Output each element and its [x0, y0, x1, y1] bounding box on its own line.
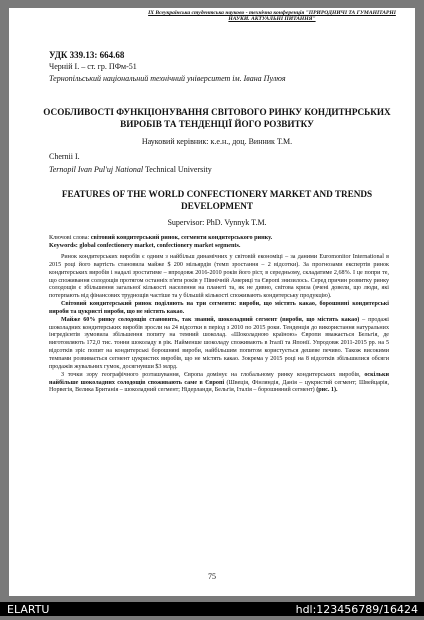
institution-en-rest: Technical University	[143, 165, 212, 174]
repository-footer	[0, 602, 424, 616]
page-number: 75	[208, 572, 216, 581]
keywords-ua-text: світовий кондитерський ринок, сегменти кондитерського ринку.	[90, 234, 273, 241]
keywords-en-label: Keywords:	[49, 242, 80, 249]
author-ua: Черній І. – ст. гр. ПФм-51	[49, 62, 137, 71]
keywords-en-text: global confectionery market, confectionery market segments.	[79, 242, 241, 249]
institution-ua: Тернопільський національний технічний університет ім. Івана Пулюя	[49, 74, 286, 83]
keywords-en	[49, 242, 389, 250]
handle-link[interactable]: hdl:123456789/16424	[295, 603, 418, 616]
supervisor-ua: Науковий керівник: к.е.н., доц. Винник Т.М.	[141, 137, 293, 146]
paragraph-2: Світовий кондитерський ринок поділяють на три сегменти: вироби, що містять какао, борошняні кондитерські вироби та цукристі вироби, що не містять какао.	[49, 301, 389, 315]
body-text	[49, 254, 389, 395]
paragraph-1: Ринок кондитерських виробів є одним з найбільш динамічних у світовій економіці – за даними Euromonitor International в 2015 році його вартість становила майже $ 200 мільярдів (темп зростання – 2 відсотки). За прогнозами експертів ринок кондитерських виробів і надалі зростатиме – впродовж 2016-2010 років його ріст, в середньому, складатиме 2,68%. І це попри те, що споживання солодощів протягом останніх п'яти років у Північній Америці та Європі знизилось. Серед причин розвитку ринку солодощів є збільшення загальної кількості населення на планеті та, як не дивно, світова криза (вчені довели, що люди, які потерпають від фінансових труднощів частіше та у більшій кількості споживають кондитерську продукцію).	[49, 254, 389, 300]
paragraph-4-bold: оскільки найбільше шоколадних солодощів споживають саме в Європі	[49, 371, 389, 386]
document-page	[9, 8, 415, 596]
keywords-ua-label: Ключові слова:	[49, 234, 91, 241]
institution-en-italic: Ternopil Ivan Pul'uj National	[49, 165, 144, 174]
institution-en	[49, 165, 212, 175]
keywords-block	[49, 234, 389, 250]
figure-reference: (рис. 1).	[316, 387, 338, 394]
paragraph-4-start: З точки зору географічного розташування, Європа домінує на глобальному ринку кондитерських виробів,	[61, 371, 365, 378]
paragraph-3	[49, 317, 389, 372]
udc-code: УДК 339.13: 664.68	[49, 50, 125, 60]
title-ua: ОСОБЛИВОСТІ ФУНКЦІОНУВАННЯ СВІТОВОГО РИНКУ КОНДИТНРСЬКИХ ВИРОБІВ ТА ТЕНДЕНЦІЇ ЙОГО РОЗВИТКУ	[43, 107, 391, 129]
keywords-ua	[49, 234, 389, 242]
author-en: Chernii I.	[49, 152, 80, 161]
paragraph-3-bold: Майже 60% ринку солодощів становить, так званий, шоколадний сегмент (вироби, що містять какао)	[61, 316, 360, 323]
conference-header: IX Всеукраїнська студентська науково - технічна конференція "ПРИРОДНИЧІ ТА ГУМАНІТАРНІ НАУКИ. АКТУАЛЬНІ ПИТАННЯ"	[148, 10, 396, 23]
repository-name: ELARTU	[7, 603, 50, 616]
paragraph-4	[49, 372, 389, 396]
supervisor-en: Supervisor: PhD. Vynnyk T.M.	[167, 218, 267, 227]
paragraph-4-rest: (Швеція, Фінляндія, Данія – цукристий сегмент; Швейцарія, Норвегія, Велика Британія – шоколадний сегмент; Нідерланди, Бельгія, Італія – борошняний сегмент)	[49, 379, 389, 394]
paragraph-3-rest: – продажі шоколадних кондитерських виробів зросли на 24 відсотки в період з 2010 по 2015 роки. Тенденція до використання натуральних інгредієнтів зумовила збільшення попиту на темний шоколад. «Шоколадною країною» Європи вважається Бельгія, де виготовляють 172,0 тис. тонни шоколаду в рік. Найменше шоколаду споживають в Італії та Японії. Упродовж 2011-2015 рр. на 5 відсотків зріс попит на кондитерські борошняні вироби, найбільшим попитом користується дешеве печиво. Також високими темпами розвивається сегмент цукристих виробів, що не містять какао. Зокрема у 2015 році на 8 відсотків збільшилися обсяги продажів жувальних гумок, досягнувши $3 млрд.	[49, 316, 389, 370]
title-en: FEATURES OF THE WORLD CONFECTIONERY MARKET AND TRENDS DEVELOPMENT	[61, 189, 373, 211]
